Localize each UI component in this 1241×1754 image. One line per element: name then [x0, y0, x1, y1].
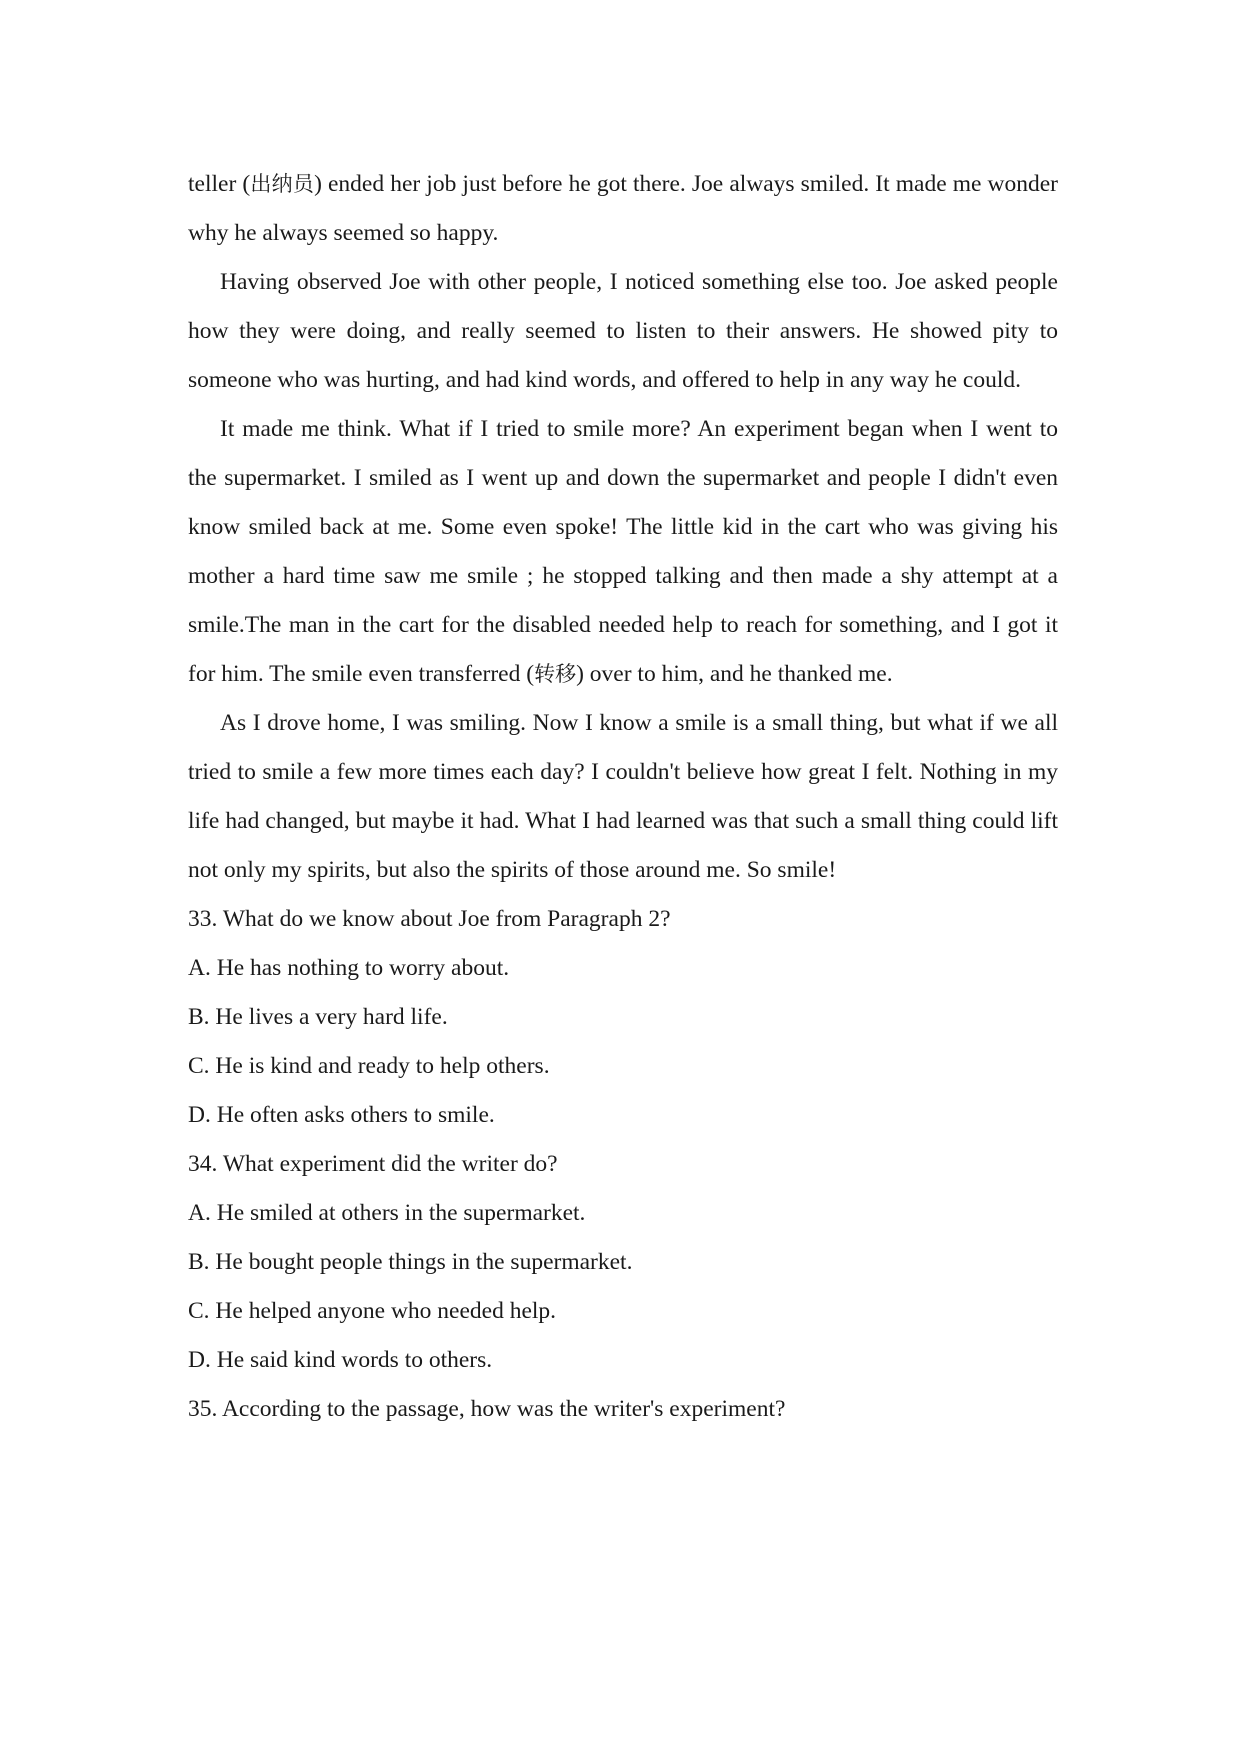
option-b: B. He bought people things in the supermarket.: [188, 1249, 633, 1275]
option-d: D. He often asks others to smile.: [188, 1102, 495, 1128]
option-c: C. He is kind and ready to help others.: [188, 1053, 550, 1079]
p1-text-b: ) ended her job just before he got there. Joe always smiled. It made me wonder why he always seemed so happy.: [188, 171, 1058, 246]
question-33: [188, 895, 1058, 1140]
question-stem: 33. What do we know about Joe from Paragraph 2?: [188, 906, 671, 932]
p1-text-a: teller (: [188, 171, 251, 197]
passage-paragraph-3: [188, 405, 1058, 699]
p3-chinese-gloss: 转移: [534, 662, 577, 686]
document-page: [188, 160, 1058, 1434]
option-a: A. He smiled at others in the supermarket.: [188, 1200, 586, 1226]
passage-paragraph-2: Having observed Joe with other people, I noticed something else too. Joe asked people how they were doing, and really seemed to listen to their answers. He showed pity to someone who was hurting, and had kind words, and offered to help in any way he could.: [188, 269, 1058, 393]
p3-text-a: It made me think. What if I tried to smile more? An experiment began when I went to the supermarket. I smiled as I went up and down the supermarket and people I didn't even know smiled back at me. Some even spoke! The little kid in the cart who was giving his mother a hard time saw me smile ; he stopped talking and then made a shy attempt at a smile.The man in the cart for the disabled needed help to reach for something, and I got it for him. The smile even transferred (: [188, 416, 1058, 687]
passage-paragraph-4: As I drove home, I was smiling. Now I know a smile is a small thing, but what if we all tried to smile a few more times each day? I couldn't believe how great I felt. Nothing in my life had changed, but maybe it had. What I had learned was that such a small thing could lift not only my spirits, but also the spirits of those around me. So smile!: [188, 710, 1058, 883]
option-b: B. He lives a very hard life.: [188, 1004, 448, 1030]
option-c: C. He helped anyone who needed help.: [188, 1298, 557, 1324]
question-stem: 35. According to the passage, how was the writer's experiment?: [188, 1396, 786, 1422]
question-35: [188, 1385, 1058, 1434]
question-stem: 34. What experiment did the writer do?: [188, 1151, 558, 1177]
passage-paragraph-1: [188, 160, 1058, 258]
p3-text-b: ) over to him, and he thanked me.: [576, 661, 893, 687]
option-d: D. He said kind words to others.: [188, 1347, 493, 1373]
option-a: A. He has nothing to worry about.: [188, 955, 510, 981]
question-34: [188, 1140, 1058, 1385]
p1-chinese-gloss: 出纳员: [250, 172, 315, 196]
